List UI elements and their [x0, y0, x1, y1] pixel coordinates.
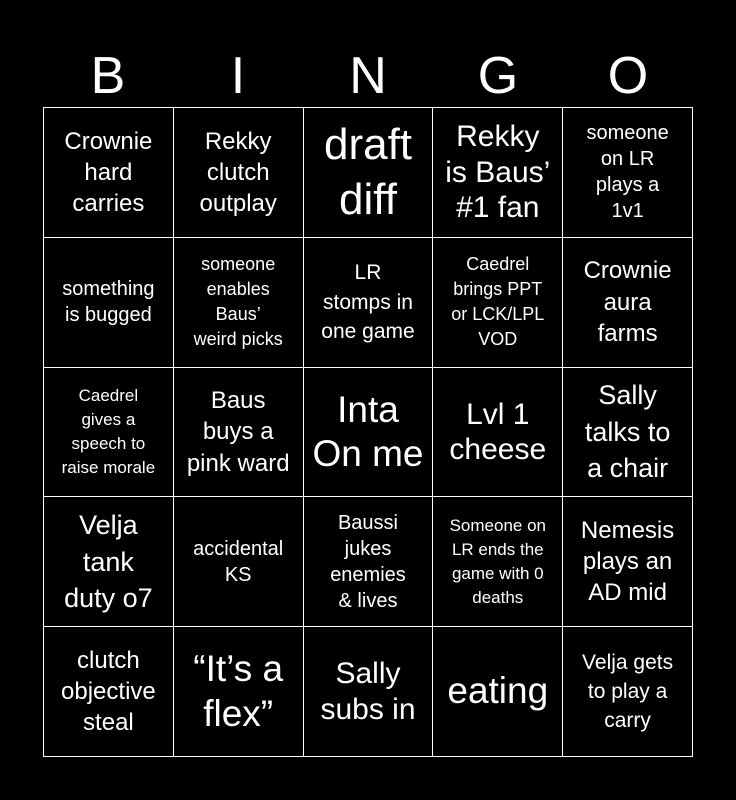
bingo-cell-r0-c1[interactable] [174, 108, 304, 238]
cell-label: Crownie hard carries [64, 127, 153, 217]
cell-label: Sally talks to a chair [584, 380, 671, 484]
bingo-cell-r1-c2[interactable] [304, 238, 434, 368]
cell-label: clutch objective steal [61, 646, 156, 737]
cell-label: accidental KS [193, 537, 284, 586]
bingo-cell-r1-c0[interactable] [44, 238, 174, 368]
bingo-cell-r0-c4[interactable] [563, 108, 693, 238]
cell-label: Rekky clutch outplay [199, 127, 277, 217]
bingo-cell-r4-c3[interactable] [433, 627, 563, 757]
cell-label: Velja gets to play a carry [582, 650, 674, 733]
header-letter-n: N [349, 47, 387, 105]
bingo-cell-r1-c1[interactable] [174, 238, 304, 368]
cell-label: Velja tank duty o7 [64, 510, 153, 613]
bingo-cell-r4-c2[interactable] [304, 627, 434, 757]
cell-label: Baussi jukes enemies & lives [330, 511, 406, 612]
bingo-cell-r2-c1[interactable] [174, 368, 304, 498]
cell-label: eating [447, 670, 549, 712]
bingo-board [43, 107, 693, 757]
bingo-cell-r2-c4[interactable] [563, 368, 693, 498]
bingo-cell-r2-c3[interactable] [433, 368, 563, 498]
header-letter-g: G [477, 47, 519, 105]
bingo-cell-r1-c4[interactable] [563, 238, 693, 368]
cell-label: Someone on LR ends the game with 0 deaths [449, 516, 546, 607]
bingo-cell-r4-c4[interactable] [563, 627, 693, 757]
cell-label: Caedrel brings PPT or LCK/LPL VOD [451, 253, 545, 350]
cell-label: Crownie aura farms [583, 257, 672, 347]
bingo-cell-r3-c3[interactable] [433, 497, 563, 627]
cell-label: Sally subs in [320, 657, 416, 726]
header-letter-b: B [90, 47, 126, 105]
cell-label: Baus buys a pink ward [186, 387, 290, 477]
cell-label: Inta On me [312, 388, 424, 474]
bingo-cell-r1-c3[interactable] [433, 238, 563, 368]
bingo-header [43, 46, 693, 106]
cell-label: someone on LR plays a 1v1 [586, 122, 669, 223]
header-letter-i: I [230, 47, 246, 105]
bingo-cell-r2-c2[interactable] [304, 368, 434, 498]
bingo-cell-r3-c0[interactable] [44, 497, 174, 627]
cell-label: Caedrel gives a speech to raise morale [61, 386, 156, 477]
bingo-cell-r3-c1[interactable] [174, 497, 304, 627]
cell-label: something is bugged [62, 278, 155, 327]
cell-label: “It’s a flex” [193, 648, 284, 734]
bingo-cell-r2-c0[interactable] [44, 368, 174, 498]
cell-label: LR stomps in one game [321, 261, 415, 343]
cell-label: Rekky is Baus’ #1 fan [445, 120, 551, 225]
bingo-cell-r3-c4[interactable] [563, 497, 693, 627]
bingo-cell-r0-c3[interactable] [433, 108, 563, 238]
cell-label: someone enables Baus’ weird picks [193, 253, 283, 350]
bingo-cell-r0-c2[interactable] [304, 108, 434, 238]
bingo-cell-r0-c0[interactable] [44, 108, 174, 238]
cell-label: Lvl 1 cheese [449, 397, 547, 466]
header-letter-o: O [607, 47, 649, 105]
cell-label: draft diff [323, 120, 413, 225]
bingo-cell-r3-c2[interactable] [304, 497, 434, 627]
bingo-cell-r4-c1[interactable] [174, 627, 304, 757]
bingo-cell-r4-c0[interactable] [44, 627, 174, 757]
cell-label: Nemesis plays an AD mid [580, 517, 675, 607]
